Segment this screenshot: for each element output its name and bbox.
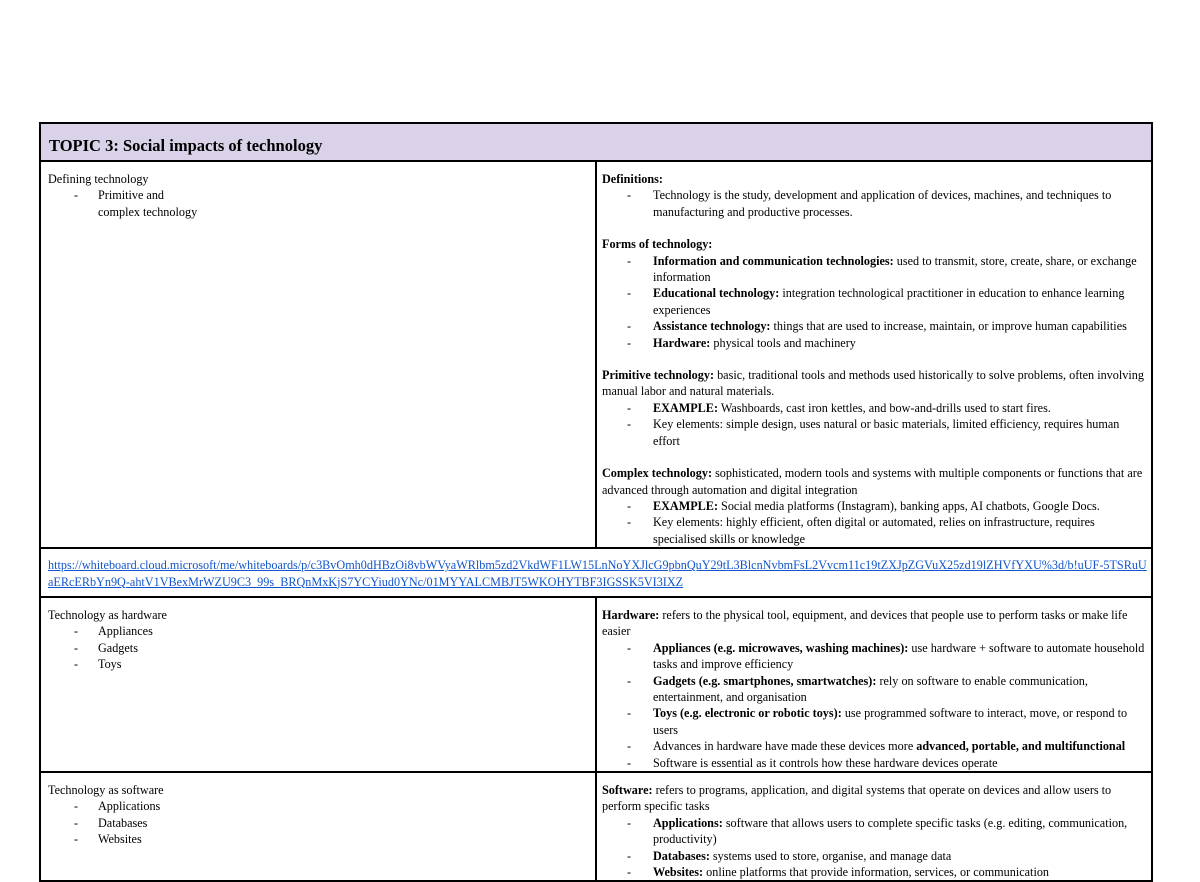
link-cell bbox=[40, 548, 1152, 597]
whiteboard-link[interactable]: https://whiteboard.cloud.microsoft/me/whiteboards/p/c3BvOmh0dHBzOi8vbWVyaWRlbm5zd2VkdWF1LW15LnNoYXJlcG9pbnQuY29tL3BlcnNvbmFsL2Vvcm11c19tZXJpZGVuX25zd19lZHVfYXU%3d/b!uUF-5TSRuUaERcERbYn9Q-ahtV1VBexMrWZU9C3_99s_BRQnMxKjS7YCYiud0YNc/01MYYALCMBJT5WKOHYTBF3IGSSK5VI3IXZ bbox=[48, 558, 1147, 589]
section-heading: Definitions: bbox=[602, 172, 663, 186]
row-label-cell bbox=[40, 597, 596, 772]
list-item: - Key elements: highly efficient, often digital or automated, relies on infrastructure, requires specialised skills or knowledge bbox=[627, 515, 1095, 546]
list-item: - Websites: online platforms that provide information, services, or communication bbox=[627, 865, 1050, 880]
list-item: - Primitive and bbox=[74, 188, 165, 203]
list-item: - Educational technology: integration technological practitioner in education to enhance learning experiences bbox=[627, 286, 1125, 317]
paragraph: Primitive technology: basic, traditional tools and methods used historically to solve problems, often involving manual labor and natural materials. bbox=[602, 368, 1144, 399]
list-item: - Gadgets (e.g. smartphones, smartwatches): rely on software to enable communication, entertainment, and organisation bbox=[627, 673, 1088, 704]
list-item: - Applications bbox=[74, 799, 161, 814]
list-item: - Software is essential as it controls how these hardware devices operate bbox=[627, 755, 998, 770]
list-item: - Technology is the study, development and application of devices, machines, and techniques to manufacturing and productive processes. bbox=[627, 188, 1112, 219]
paragraph: Complex technology: sophisticated, modern tools and systems with multiple components or functions that are advanced through automation and digital integration bbox=[602, 466, 1143, 497]
list-item: - Appliances (e.g. microwaves, washing machines): use hardware + software to automate household tasks and improve efficiency bbox=[627, 640, 1145, 672]
list-item: - Information and communication technologies: used to transmit, store, create, share, or exchange information bbox=[627, 253, 1137, 285]
section-heading: Forms of technology: bbox=[602, 237, 713, 252]
list-item: - Applications: software that allows users to complete specific tasks (e.g. editing, communication, productivity) bbox=[627, 815, 1128, 847]
list-item: - Toys bbox=[74, 657, 122, 672]
list-item: - Assistance technology: things that are used to increase, maintain, or improve human capabilities bbox=[627, 319, 1127, 334]
paragraph: Software: refers to programs, application, and digital systems that operate on devices and allow users to perform specific tasks bbox=[602, 783, 1112, 814]
row-title: Defining technology bbox=[48, 172, 149, 186]
notes-table bbox=[39, 122, 1153, 882]
paragraph: Hardware: refers to the physical tool, equipment, and devices that people use to perform tasks or make life easier bbox=[602, 607, 1128, 639]
row-content-cell bbox=[596, 161, 1152, 548]
list-item: - Databases bbox=[74, 815, 148, 830]
list-item: - Toys (e.g. electronic or robotic toys): use programmed software to interact, move, or respond to users bbox=[627, 706, 1128, 737]
bullet-dash: - bbox=[74, 188, 79, 203]
row-title: Technology as hardware bbox=[48, 607, 167, 622]
table-row bbox=[40, 548, 1152, 597]
list-item: - EXAMPLE: Social media platforms (Instagram), banking apps, AI chatbots, Google Docs. bbox=[627, 498, 1100, 513]
row-label-cell bbox=[40, 161, 596, 548]
table-row bbox=[40, 161, 1152, 548]
list-item: - Databases: systems used to store, organise, and manage data bbox=[627, 848, 952, 863]
list-item: - Appliances bbox=[74, 624, 153, 639]
list-item: - Websites bbox=[74, 832, 142, 847]
list-item: - Key elements: simple design, uses natural or basic materials, limited efficiency, requires human effort bbox=[627, 417, 1120, 448]
table-row bbox=[40, 772, 1152, 881]
row-content-cell bbox=[596, 597, 1152, 772]
list-item: - EXAMPLE: Washboards, cast iron kettles, and bow-and-drills used to start fires. bbox=[627, 400, 1051, 415]
list-item: - Gadgets bbox=[74, 640, 138, 655]
row-content-cell bbox=[596, 772, 1152, 881]
row-label-cell bbox=[40, 772, 596, 881]
topic-title: TOPIC 3: Social impacts of technology bbox=[49, 136, 323, 155]
topic-header bbox=[40, 123, 1152, 161]
list-item: - Advances in hardware have made these devices more advanced, portable, and multifunctional bbox=[627, 739, 1126, 754]
list-item-continuation: complex technology bbox=[98, 204, 198, 219]
table-row bbox=[40, 597, 1152, 772]
row-title: Technology as software bbox=[48, 783, 164, 797]
list-item: - Hardware: physical tools and machinery bbox=[627, 335, 856, 350]
